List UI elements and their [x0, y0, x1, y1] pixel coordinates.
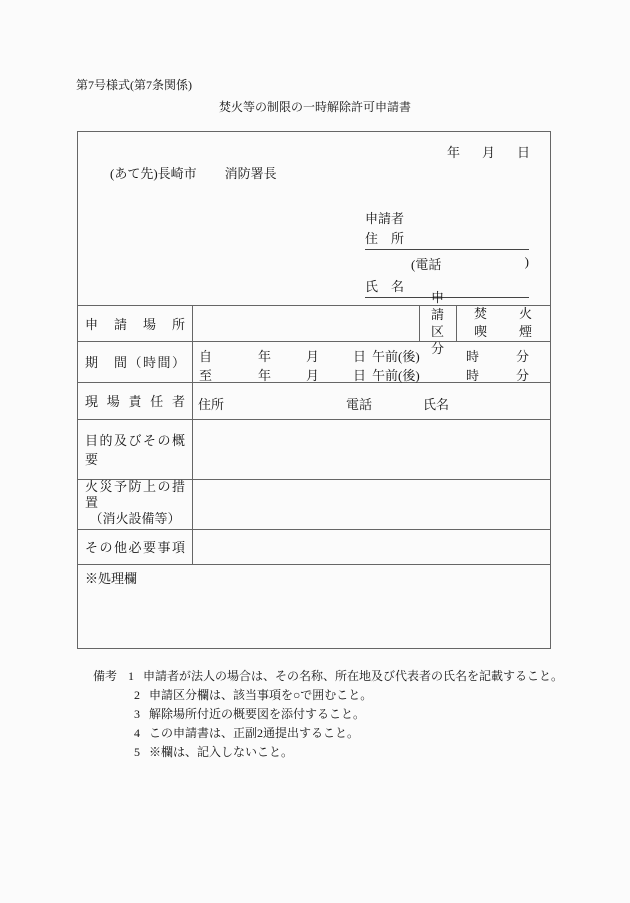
note-1-text: 申請者が法人の場合は、その名称、所在地及び代表者の氏名を記載すること。	[143, 669, 564, 683]
period-day-label: 日	[353, 368, 367, 383]
note-5-text: ※欄は、記入しないこと。	[149, 745, 294, 759]
other-items-value-cell	[192, 529, 550, 564]
period-minute-label: 分	[516, 368, 530, 383]
category-label-line2: 区分	[430, 324, 444, 356]
application-category-label-cell	[419, 290, 456, 356]
application-place-label: 申請場所	[85, 316, 185, 332]
period-from-prefix: 自	[199, 349, 213, 364]
notes-title: 備考	[93, 669, 118, 683]
period-year-label: 年	[258, 368, 272, 383]
period-ampm-label: 午前(後)	[372, 368, 420, 383]
date-year-label: 年	[447, 145, 461, 160]
fire-prevention-label-line2: （消火設備等）	[89, 511, 181, 526]
addressee-line	[110, 163, 277, 182]
period-value-cell	[192, 341, 550, 382]
date-day-label: 日	[517, 145, 531, 160]
period-minute-label: 分	[516, 349, 530, 364]
application-place-label-cell	[78, 305, 192, 341]
purpose-value-cell	[192, 419, 550, 479]
applicant-label: 申請者	[365, 211, 405, 226]
fire-prevention-value-cell	[192, 479, 550, 529]
applicant-address-field: 住 所	[365, 228, 529, 250]
application-category-options-cell	[456, 305, 550, 341]
period-month-label: 月	[306, 368, 320, 383]
note-4-number: 4	[134, 726, 140, 740]
site-manager-label: 現場責任者	[85, 394, 185, 409]
form-number: 第7号様式(第7条関係)	[76, 78, 192, 92]
period-label: 期 間（時間）	[85, 355, 185, 370]
category-option-bonfire: 焚火	[474, 306, 532, 321]
site-manager-label-cell	[78, 382, 192, 419]
period-month-label: 月	[306, 349, 320, 364]
period-hour-label: 時	[466, 368, 480, 383]
addressee-title: 消防署長	[224, 166, 277, 181]
date-line	[447, 142, 530, 161]
period-ampm-label: 午前(後)	[372, 349, 420, 364]
note-3-text: 解除場所付近の概要図を添付すること。	[149, 707, 366, 721]
application-form-table	[77, 131, 551, 649]
note-5-number: 5	[134, 745, 140, 759]
period-year-label: 年	[258, 349, 272, 364]
application-place-value-cell	[192, 305, 419, 341]
site-manager-value-cell	[192, 382, 550, 419]
category-label-line1: 申請	[430, 290, 444, 322]
note-2-number: 2	[134, 688, 140, 702]
fire-prevention-label-cell	[78, 479, 192, 529]
period-label-cell	[78, 341, 192, 382]
processing-label: ※処理欄	[85, 571, 138, 586]
phone-label: (電話	[411, 257, 442, 272]
note-3-number: 3	[134, 707, 140, 721]
manager-name-label: 氏名	[423, 397, 450, 412]
addressee-prefix: (あて先)長崎市	[110, 166, 197, 181]
manager-phone-label: 電話	[346, 397, 373, 412]
period-day-label: 日	[353, 349, 367, 364]
note-2-text: 申請区分欄は、該当事項を○で囲むこと。	[149, 688, 373, 702]
date-month-label: 月	[482, 145, 496, 160]
purpose-label: 目的及びその概要	[85, 433, 185, 467]
applicant-name-field: 氏 名	[365, 276, 529, 298]
other-items-label-cell	[78, 529, 192, 564]
purpose-label-cell	[78, 419, 192, 479]
processing-cell	[78, 564, 550, 648]
note-1-number: 1	[128, 669, 134, 683]
period-hour-label: 時	[466, 349, 480, 364]
period-to-prefix: 至	[199, 368, 213, 383]
category-option-smoking: 喫煙	[474, 324, 532, 339]
phone-close-paren: )	[524, 254, 529, 269]
document-title: 焚火等の制限の一時解除許可申請書	[218, 100, 411, 114]
applicant-phone-field	[411, 254, 529, 273]
period-from-line	[192, 346, 550, 365]
note-4-text: この申請書は、正副2通提出すること。	[149, 726, 360, 740]
fire-prevention-label-line1: 火災予防上の措置	[85, 479, 185, 510]
manager-address-label: 住所	[198, 397, 225, 412]
other-items-label: その他必要事項	[85, 540, 185, 555]
